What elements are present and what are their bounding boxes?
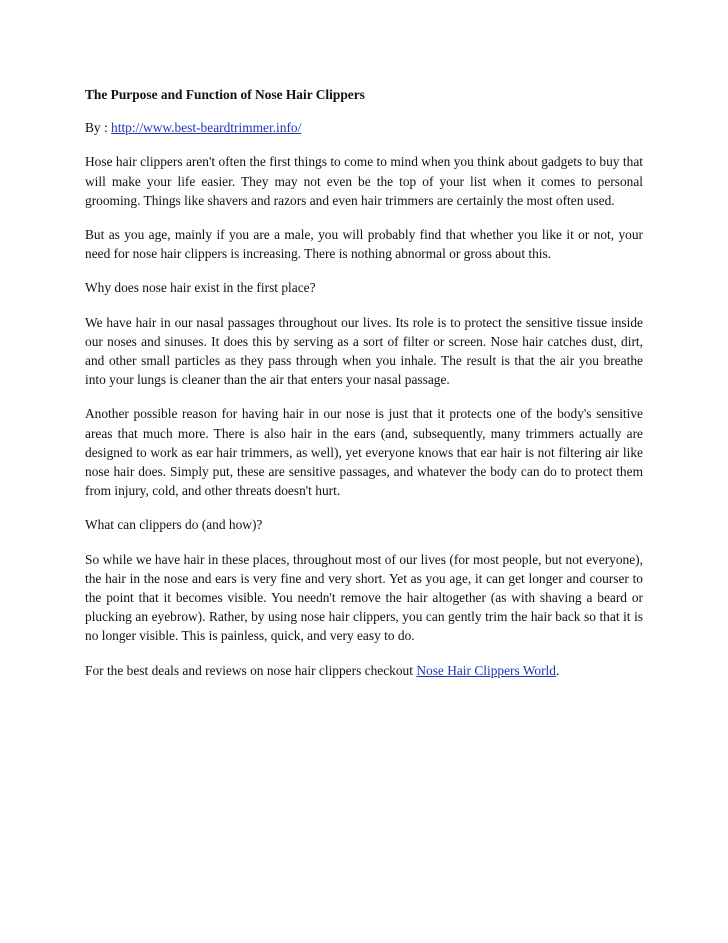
byline-url-link[interactable]: http://www.best-beardtrimmer.info/: [111, 120, 302, 136]
subheading-what-clippers-do: What can clippers do (and how)?: [85, 517, 263, 533]
paragraph-intro: Hose hair clippers aren't often the first things to come to mind when you think about gadgets to buy that will make your life easier. They may not even be the top of your list when it comes to personal grooming. Things like shavers and razors and even hair trimmers are certainly the most often used.: [85, 154, 643, 208]
closing-suffix: .: [555, 662, 560, 678]
document-page: [85, 85, 643, 695]
byline-prefix: By :: [85, 120, 112, 136]
document-title: The Purpose and Function of Nose Hair Clippers: [85, 87, 365, 102]
paragraph-nasal-passages: We have hair in our nasal passages throughout our lives. Its role is to protect the sensitive tissue inside our noses and sinuses. It does this by serving as a sort of filter or screen. Nose hair catches dust, dirt, and other small particles as they pass through when you inhale. The result is that the air you breathe into your lungs is cleaner than the air that enters your nasal passage.: [85, 314, 643, 388]
subheading-why-nose-hair: Why does nose hair exist in the first place?: [85, 280, 316, 296]
paragraph-clippers-usage: So while we have hair in these places, throughout most of our lives (for most people, but not everyone), the hair in the nose and ears is very fine and very short. Yet as you age, it can get longer and courser to the point that it becomes visible. You needn't remove the hair altogether (as with shaving a beard or plucking an eyebrow). Rather, by using nose hair clippers, you can gently trim the hair back so that it is no longer visible. This is painless, quick, and very easy to do.: [85, 551, 643, 644]
closing-paragraph: [85, 661, 643, 680]
byline: [85, 118, 643, 137]
paragraph-other-reason: Another possible reason for having hair in our nose is just that it protects one of the body's sensitive areas that much more. There is also hair in the ears (and, subsequently, many trimmers actually are designed to work as ear hair trimmers, as well), yet everyone knows that ear hair is not filtering air like nose hair does. Simply put, these are sensitive passages, and whatever the body can do to protect them from injury, cold, and other threats doesn't hurt.: [85, 406, 643, 499]
nose-hair-clippers-world-link[interactable]: Nose Hair Clippers World: [416, 662, 556, 678]
paragraph-aging: But as you age, mainly if you are a male, you will probably find that whether you like it or not, your need for nose hair clippers is increasing. There is nothing abnormal or gross about this.: [85, 227, 643, 262]
closing-prefix: For the best deals and reviews on nose hair clippers checkout: [85, 662, 417, 678]
